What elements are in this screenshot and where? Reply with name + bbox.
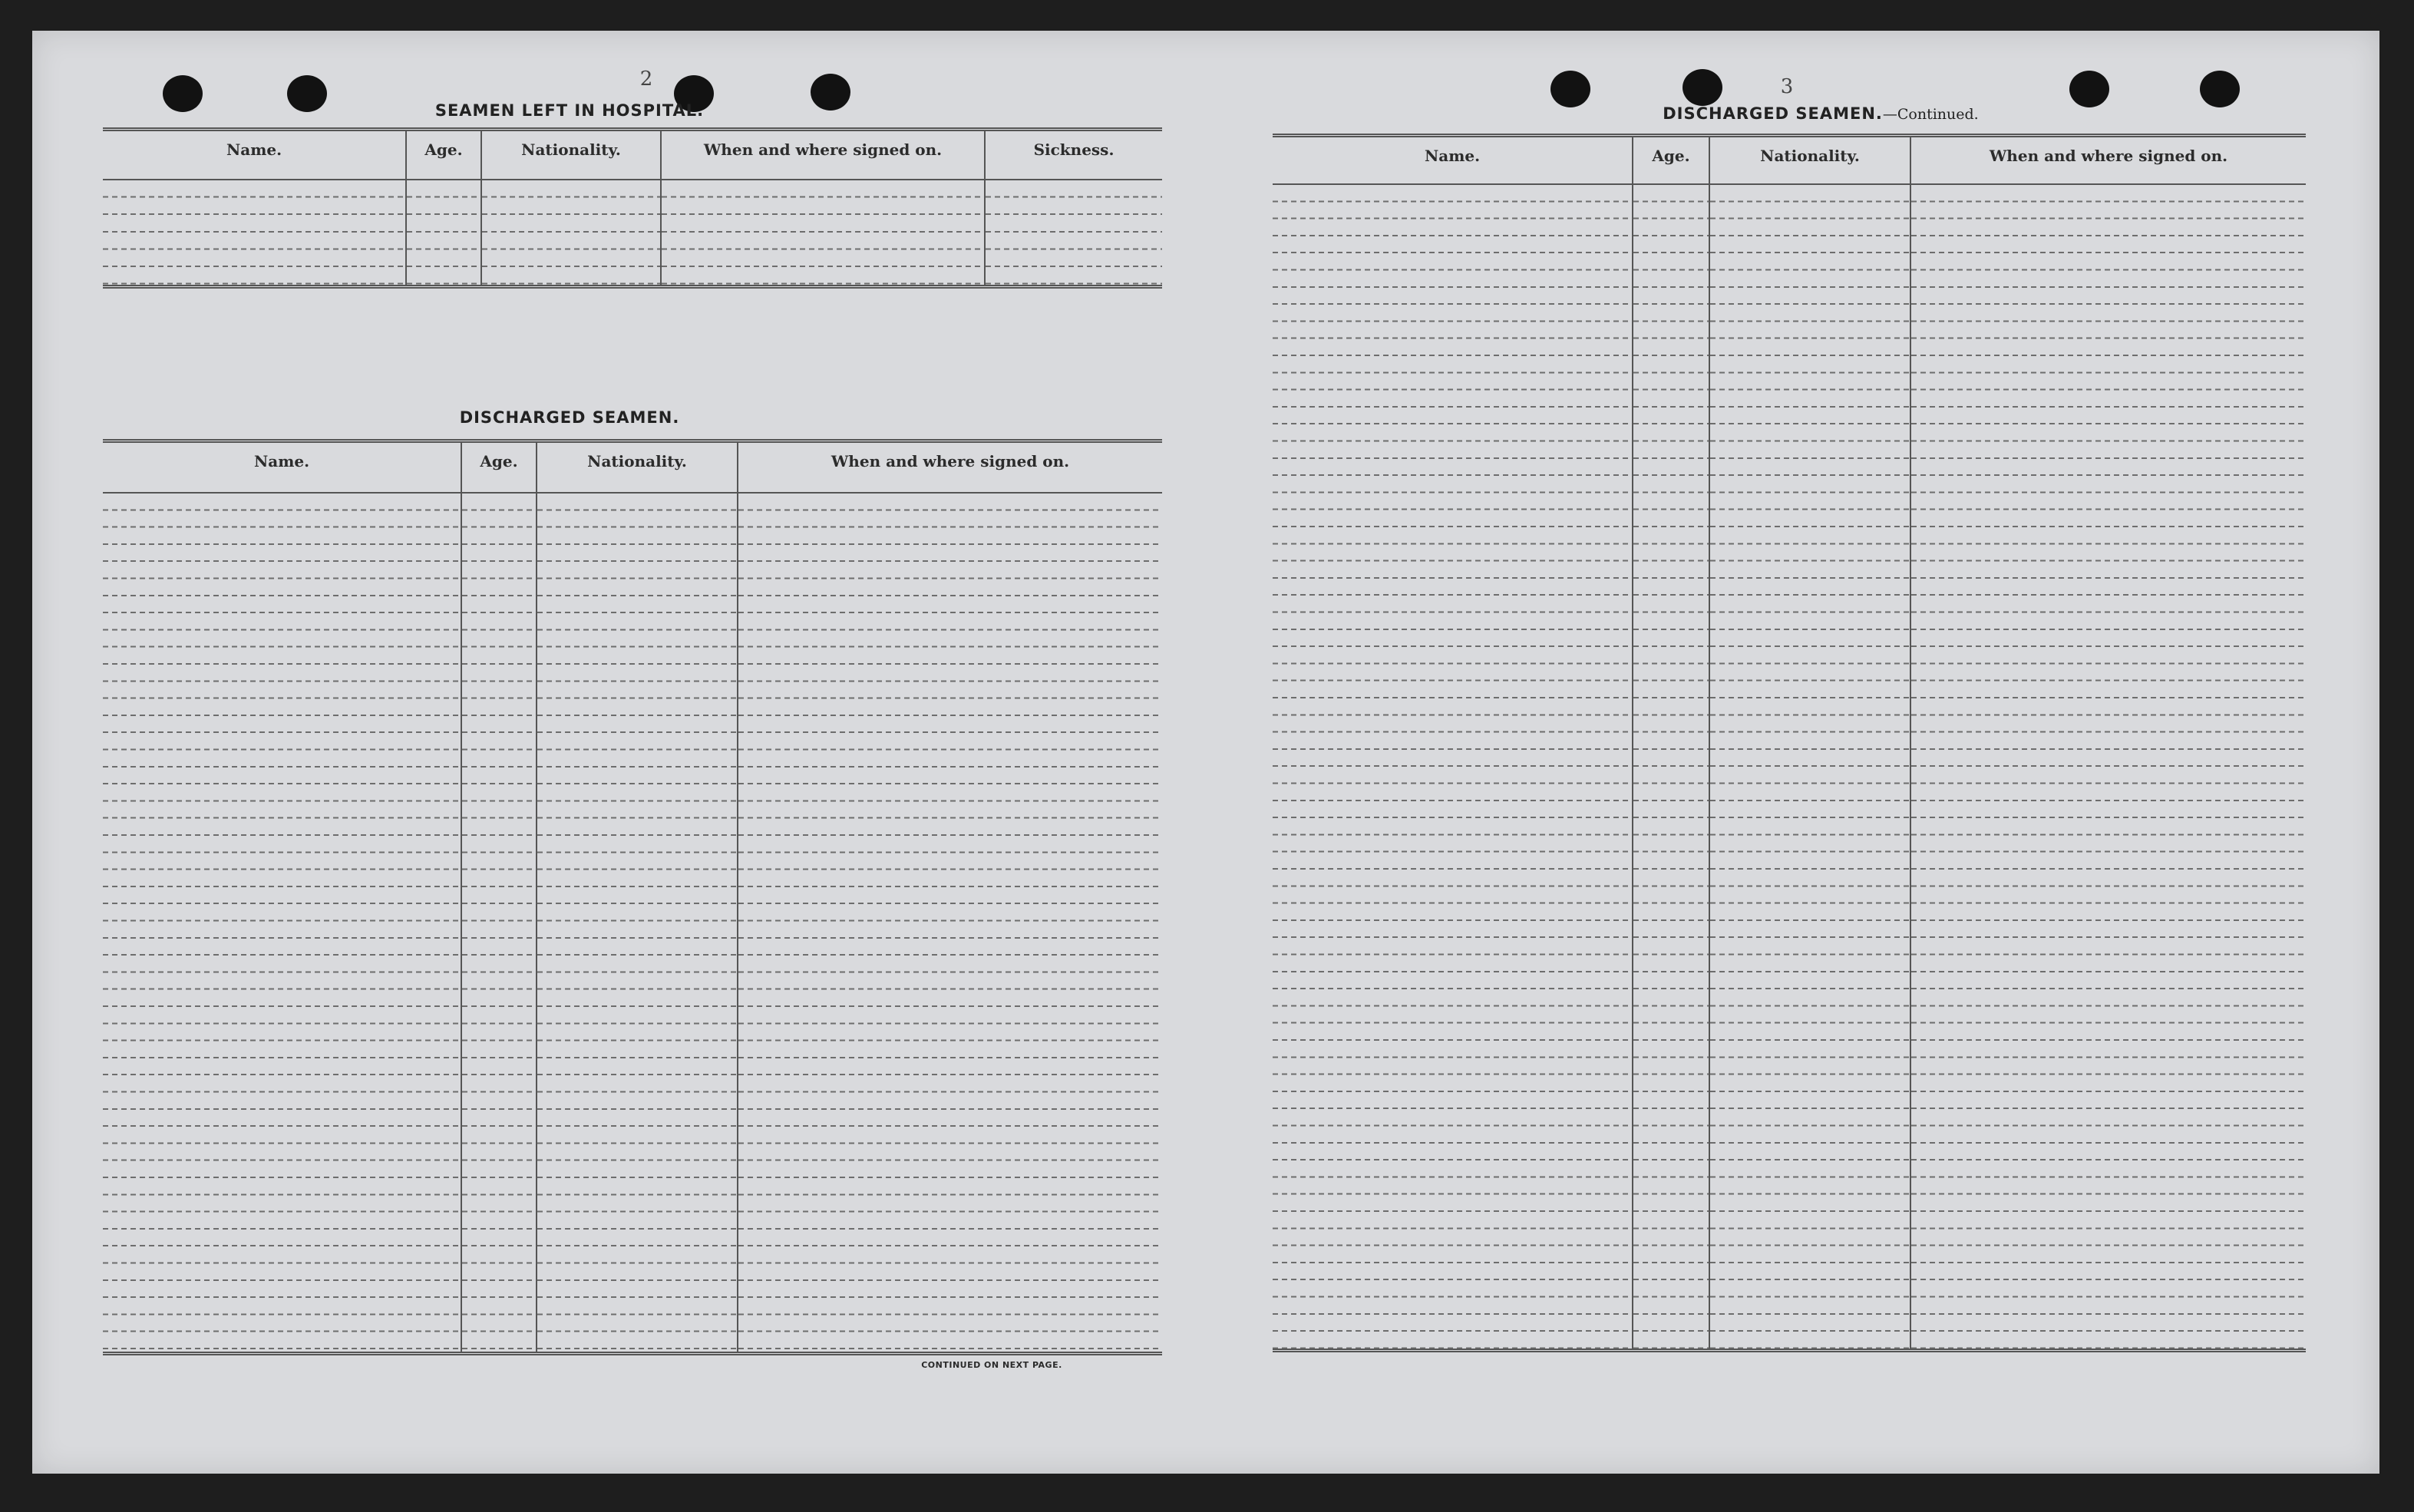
punch-hole [1550, 71, 1590, 107]
continued-footer: CONTINUED ON NEXT PAGE. [921, 1360, 1062, 1370]
age-column [407, 180, 482, 285]
ruled-lines [1911, 185, 2306, 1349]
column-header-when-where: When and where signed on. [1989, 147, 2228, 165]
column-header-when-where: When and where signed on. [662, 131, 986, 179]
discharged-table-body [103, 494, 1162, 1352]
ruled-lines [1633, 185, 1709, 1349]
punch-hole [1683, 69, 1722, 106]
sickness-column [986, 180, 1162, 285]
discharged-continued-body [1273, 185, 2306, 1349]
ruled-lines [482, 180, 660, 285]
column-header-nationality: Nationality. [537, 443, 738, 492]
hospital-table-header [103, 131, 1162, 180]
punch-hole [2069, 71, 2109, 107]
ruled-lines [462, 494, 536, 1352]
page-number-right: 3 [1780, 75, 1794, 98]
ruled-lines [738, 494, 1162, 1352]
column-header-name: Name. [103, 443, 462, 492]
when-where-column [662, 180, 986, 285]
column-header-age: Age. [407, 131, 482, 179]
ruled-lines [103, 180, 405, 285]
discharged-continued-title [1598, 104, 2043, 123]
column-header-when-where: When and where signed on. [831, 452, 1070, 470]
discharged-section-title: DISCHARGED SEAMEN. [459, 408, 680, 427]
ruled-lines [1273, 185, 1632, 1349]
discharged-table-header [103, 443, 1162, 494]
ruled-lines [407, 180, 480, 285]
column-header-age: Age. [1633, 137, 1710, 183]
nationality-column [482, 180, 662, 285]
punch-hole [287, 75, 327, 112]
punch-hole [163, 75, 203, 112]
column-header-name: Name. [103, 131, 407, 179]
column-header-sickness: Sickness. [1033, 140, 1115, 159]
column-header-nationality: Nationality. [482, 131, 662, 179]
punch-hole [811, 74, 850, 111]
column-header-name: Name. [1273, 137, 1633, 183]
title-suffix: —Continued. [1882, 106, 1979, 123]
ruled-lines [103, 494, 461, 1352]
column-header-age: Age. [462, 443, 537, 492]
nationality-column [537, 494, 738, 1352]
column-header-nationality: Nationality. [1710, 137, 1911, 183]
discharged-continued-table [1273, 134, 2306, 1352]
hospital-table-body [103, 180, 1162, 285]
name-column [103, 180, 407, 285]
nationality-column [1710, 185, 1911, 1349]
ruled-lines [537, 494, 737, 1352]
ruled-lines [986, 180, 1162, 285]
when-where-column [738, 494, 1162, 1352]
name-column [1273, 185, 1633, 1349]
when-where-column [1911, 185, 2306, 1349]
page-number-left: 2 [639, 68, 653, 91]
ruled-lines [1710, 185, 1910, 1349]
title-main: DISCHARGED SEAMEN. [1663, 104, 1883, 123]
ruled-lines [662, 180, 984, 285]
age-column [1633, 185, 1710, 1349]
age-column [462, 494, 537, 1352]
discharged-table [103, 439, 1162, 1355]
hospital-section-title: SEAMEN LEFT IN HOSPITAL. [434, 101, 705, 120]
punch-hole [2200, 71, 2240, 107]
document-sheet [32, 31, 2379, 1474]
hospital-table [103, 127, 1162, 289]
name-column [103, 494, 462, 1352]
discharged-continued-header [1273, 137, 2306, 185]
